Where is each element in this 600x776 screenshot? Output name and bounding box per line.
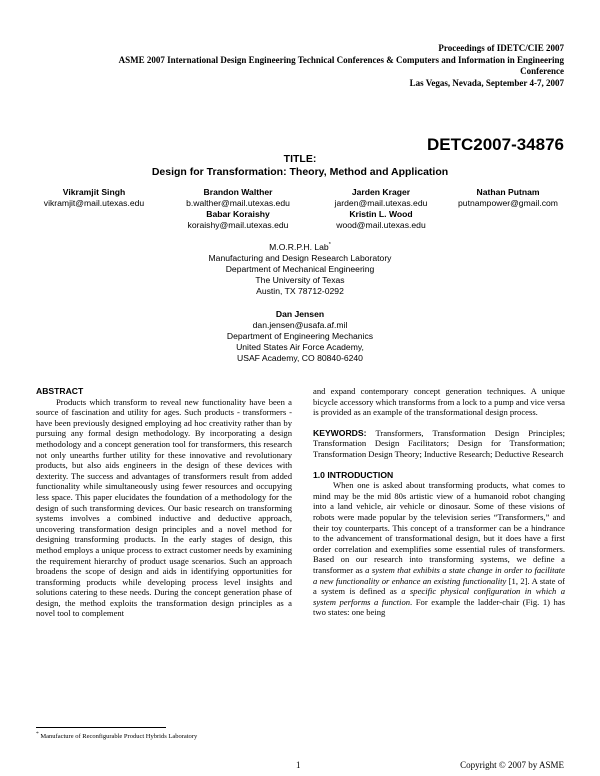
- affiliation-morph: [0, 242, 600, 297]
- proceedings-header: [44, 43, 564, 89]
- abstract-heading: ABSTRACT: [36, 386, 84, 396]
- paper-title: Design for Transformation: Theory, Method and Application: [151, 166, 449, 178]
- abstract-continuation: and expand contemporary concept generation techniques. A unique bicycle accessory which transforms from a lock to a pump and vice versa is provided as an example of the transformational design process.: [313, 386, 565, 418]
- header-line-3: Conference: [520, 66, 564, 76]
- keywords-text: Transformers, Transformation Design Principles; Transformation Design Facilitators; Design for Transformation; Transformation Design Theory; Inductive Research; Deductive Research: [313, 427, 565, 459]
- author-email[interactable]: putnampower@gmail.com: [458, 198, 558, 208]
- author-name: Vikramjit Singh: [62, 187, 126, 197]
- affiliation-usafa: [0, 309, 600, 364]
- author-name: Dan Jensen: [275, 309, 325, 319]
- title-block: [0, 153, 600, 179]
- header-line-4: Las Vegas, Nevada, September 4-7, 2007: [409, 77, 564, 88]
- affiliation-line: Austin, TX 78712-0292: [256, 286, 344, 296]
- author-name: Jarden Krager: [351, 187, 411, 197]
- paper-id: DETC2007-34876: [426, 135, 564, 154]
- author-email[interactable]: koraishy@mail.utexas.edu: [187, 220, 289, 230]
- state-definition: a specific physical configuration in which a system performs a function: [313, 586, 566, 607]
- affiliation-line: Department of Mechanical Engineering: [225, 264, 375, 274]
- author-block: [322, 187, 440, 209]
- header-line-1: Proceedings of IDETC/CIE 2007: [438, 43, 564, 53]
- footnote-marker: *: [328, 242, 331, 249]
- introduction-heading: 1.0 INTRODUCTION: [313, 469, 394, 480]
- keywords-label: KEYWORDS:: [313, 427, 367, 438]
- author-email[interactable]: jarden@mail.utexas.edu: [334, 198, 428, 208]
- footnote-marker: *: [36, 730, 39, 737]
- copyright: Copyright © 2007 by ASME: [460, 760, 564, 770]
- author-email[interactable]: b.walther@mail.utexas.edu: [186, 198, 290, 208]
- footnote-text: Manufacture of Reconfigurable Product Hybrids Laboratory: [40, 733, 198, 740]
- keywords-paragraph: [313, 428, 565, 460]
- affiliation-line: USAF Academy, CO 80840-6240: [237, 353, 363, 363]
- introduction-text: [313, 480, 565, 618]
- left-column: [36, 386, 292, 619]
- intro-text-part: [1, 2]. A state of a system is defined as: [313, 575, 565, 597]
- footnote-rule: [36, 727, 166, 728]
- author-name: Babar Koraishy: [206, 209, 270, 219]
- transformer-definition: a system that exhibits a state change in order to facilitate a new functionality or enhance an existing functionality: [313, 564, 565, 586]
- intro-text-part: . For example the ladder-chair (Fig. 1) has two states: one being: [313, 596, 565, 618]
- author-email[interactable]: vikramjit@mail.utexas.edu: [43, 198, 145, 208]
- page-number: 1: [296, 760, 301, 770]
- author-email[interactable]: wood@mail.utexas.edu: [336, 220, 426, 230]
- affiliation-line: Manufacturing and Design Research Laboratory: [208, 253, 392, 263]
- header-line-2: ASME 2007 International Design Engineering Technical Conferences & Computers and Information in Engineering: [118, 54, 564, 65]
- author-block: [176, 209, 300, 231]
- affiliation-line: Department of Engineering Mechanics: [226, 331, 374, 341]
- abstract-text: Products which transform to reveal new functionality have been a source of fascination and utility for ages. Such products - transformers - have been previously designed employing ad hoc creativity rather than by pursuing any formal design methodology. By incorporating a design methodology and a concept generation tool for transformers, this research not only unearths further utility for these innovative and revolutionary products, but also aids engineers in the design of these devices with dexterity. The success and advantages of transformers result from added functionality while simultaneously using fewer resources and occupying less space. This paper elucidates the foundation of a methodology for the design of such transforming devices. Our basic research on transforming systems involves a combined inductive and deductive approach, uncovering transformation design principles and a novel method for designing transforming products. In the early stages of design, this method employs a unique process to extract customer needs by examining the requirement hierarchy of product usage scenarios. Such an approach broadens the scope of design and aids in identifying opportunities for transforming products while developing process level insights and solutions catering to these needs. During the concept generation phase of design, the method exploits the transformation design principles as a novel tool to complement: [36, 396, 292, 619]
- author-name: Kristin L. Wood: [349, 209, 413, 219]
- author-block: [448, 187, 568, 209]
- author-block: [176, 187, 300, 209]
- intro-text-part: When one is asked about transforming products, what comes to mind may be the mid 80s artistic view of a humanoid robot changing into a land vehicle, air vehicle or dinosaur. Some of these visions of robots were made popular by the television series “Transformers,” and their toy counterparts. This concept of a transformer can be a hindrance to the advancement of transformational design, but it does have a first order correlation and exemplifies some essential rules of transformers. Based on our research into transforming systems, we define a transformer as: [313, 480, 565, 575]
- lab-name: M.O.R.P.H. Lab: [269, 242, 329, 252]
- title-label: TITLE:: [283, 153, 317, 165]
- author-block: [322, 209, 440, 231]
- author-email[interactable]: dan.jensen@usafa.af.mil: [252, 320, 348, 330]
- right-column: [313, 386, 565, 618]
- author-block: [36, 187, 152, 209]
- affiliation-line: United States Air Force Academy,: [236, 342, 364, 352]
- footnote: [36, 730, 198, 740]
- author-name: Nathan Putnam: [476, 187, 540, 197]
- author-name: Brandon Walther: [203, 187, 273, 197]
- affiliation-line: The University of Texas: [255, 275, 345, 285]
